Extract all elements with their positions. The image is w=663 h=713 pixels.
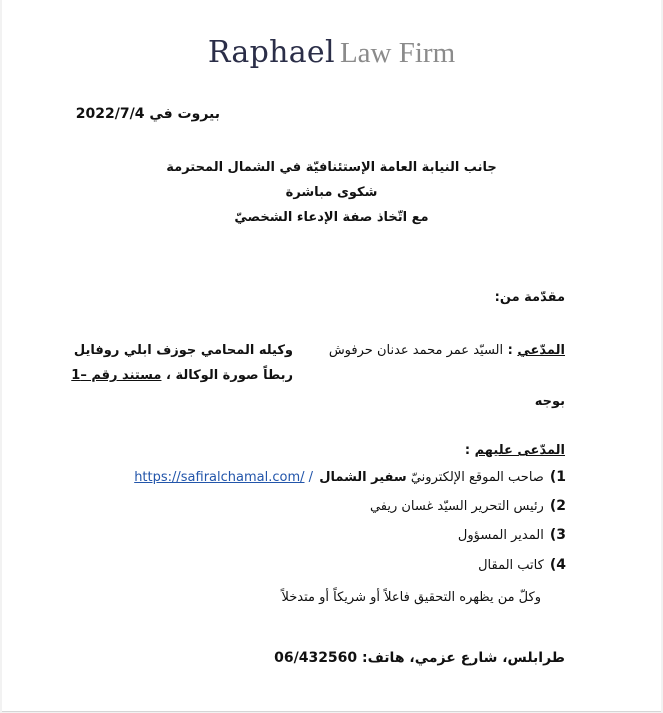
- defendant-item-3: [458, 527, 566, 543]
- defendant-text: كاتب المقال: [478, 558, 544, 573]
- others-line: وكلّ من يظهره التحقيق فاعلاً أو شريكاً أو متدخلاً: [281, 590, 541, 605]
- defendants-label: المدّعى عليهم: [474, 443, 565, 458]
- defendant-item-4: [478, 557, 566, 573]
- address-text: طرابلس، شارع عزمي، هاتف:: [362, 650, 565, 666]
- defendant-number: 4): [549, 557, 566, 573]
- phone-number: 06/432560: [274, 650, 358, 666]
- defendant-number: 3): [549, 527, 566, 543]
- defendant-number: 1): [549, 469, 566, 485]
- footer-address: [274, 650, 565, 666]
- letterhead-logo: [2, 35, 661, 70]
- defendant-website-name: سفير الشمال: [319, 470, 407, 485]
- date-line: بيروت في 2022/7/4: [75, 106, 220, 122]
- defendants-colon: :: [464, 443, 475, 458]
- document-page: [2, 0, 661, 712]
- defendant-item-1: [134, 469, 566, 485]
- plaintiff-label: المدّعي: [517, 343, 565, 358]
- attachment-line: [71, 368, 293, 383]
- defendant-item-2: [370, 498, 566, 514]
- plaintiff-separator: :: [503, 343, 518, 358]
- logo-brand-name: Raphael: [207, 35, 335, 70]
- addressee-line: جانب النيابة العامة الإستئنافيّة في الشمال المحترمة: [166, 160, 497, 175]
- website-link[interactable]: https://safiralchamal.com/: [134, 470, 305, 485]
- plaintiff-name: السيّد عمر محمد عدنان حرفوش: [328, 343, 504, 358]
- defendant-number: 2): [549, 498, 566, 514]
- logo-brand-suffix: Law Firm: [339, 37, 456, 69]
- civil-party-line: مع اتّخاذ صفة الإدعاء الشخصيّ: [234, 210, 429, 225]
- defendant-text: صاحب الموقع الإلكترونيّ: [410, 470, 544, 485]
- defendant-text: المدير المسؤول: [457, 528, 544, 543]
- attachment-text: ربطاً صورة الوكالة ،: [166, 368, 293, 383]
- plaintiff-lawyer: وكيله المحامي جوزف ابلي روفايل: [73, 343, 293, 358]
- against-label: بوجه: [534, 394, 565, 409]
- defendant-text: رئيس التحرير السيّد غسان ريفي: [369, 499, 544, 514]
- submitted-by-label: مقدّمة من:: [494, 290, 565, 305]
- attachment-reference: مستند رقم –1: [71, 368, 162, 383]
- defendants-heading: [465, 443, 565, 458]
- subject-line: شكوى مباشرة: [285, 185, 378, 200]
- plaintiff-line: [329, 343, 565, 358]
- underline-mark: /: [308, 470, 314, 485]
